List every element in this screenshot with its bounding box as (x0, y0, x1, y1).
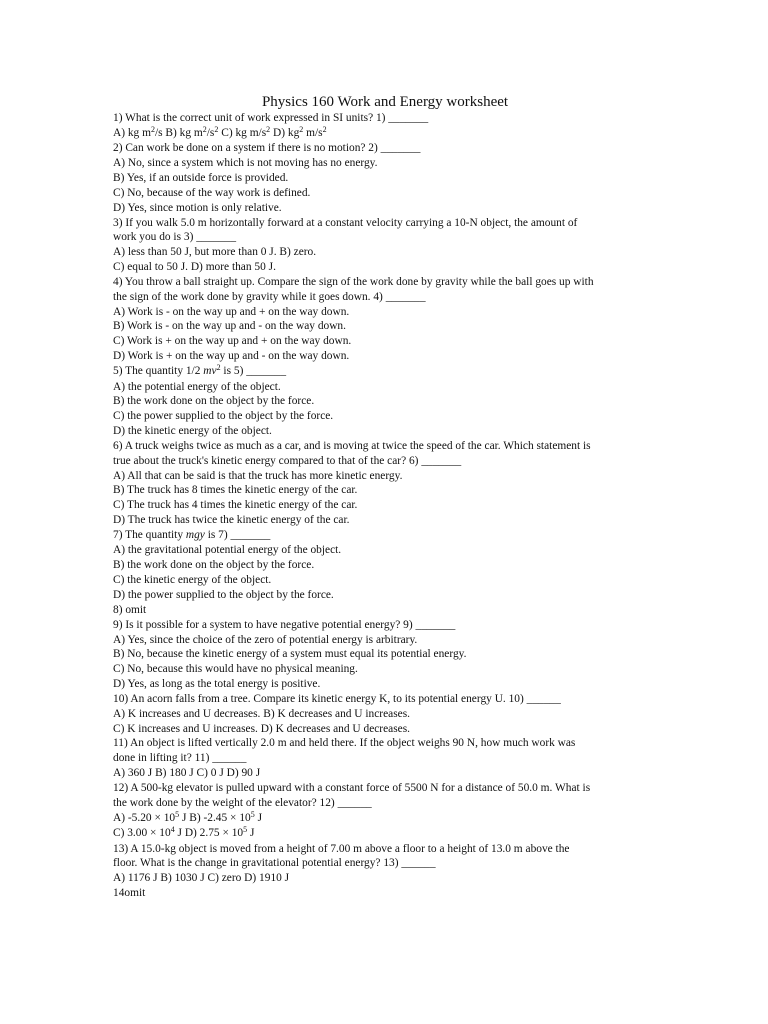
question-item (113, 111, 657, 141)
answer-option: C) equal to 50 J. D) more than 50 J. (113, 261, 276, 274)
answer-option: A) 360 J B) 180 J C) 0 J D) 90 J (113, 767, 261, 780)
exponent: 2 (214, 124, 219, 134)
answer-option: D) Work is + on the way up and - on the way down. (113, 350, 350, 363)
text-run: C) 3.00 × 10 (113, 827, 171, 840)
exponent: 2 (299, 124, 304, 134)
answer-option: C) Work is + on the way up and + on the way down. (113, 335, 352, 348)
exponent: 2 (150, 124, 155, 134)
question-item (113, 275, 657, 364)
answer-option: C) The truck has 4 times the kinetic energy of the car. (113, 499, 358, 512)
answer-option: A) Yes, since the choice of the zero of potential energy is arbitrary. (113, 633, 418, 646)
answer-option: A) No, since a system which is not moving has no energy. (113, 157, 378, 170)
question-stem: floor. What is the change in gravitational potential energy? 13) ______ (113, 857, 436, 870)
text-run: is 7) _______ (204, 528, 271, 541)
math-variable: mgy (185, 528, 205, 541)
question-stem: work you do is 3) _______ (113, 231, 237, 244)
text-run: J B) -2.45 × 10 (179, 811, 251, 824)
answer-options (113, 811, 657, 827)
answer-option: D) Yes, as long as the total energy is positive. (113, 678, 321, 691)
text-run: 5) The quantity 1/2 (113, 365, 204, 377)
question-stem: 8) omit (113, 603, 147, 616)
question-item (113, 216, 657, 275)
question-stem: true about the truck's kinetic energy compared to that of the car? 6) _______ (113, 454, 462, 467)
question-item (113, 528, 657, 603)
answer-option: A) Work is - on the way up and + on the way down. (113, 305, 350, 318)
answer-option: C) the kinetic energy of the object. (113, 574, 272, 587)
answer-option: A) All that can be said is that the truck has more kinetic energy. (113, 469, 403, 482)
question-stem: 13) A 15.0-kg object is moved from a height of 7.00 m above a floor to a height of 13.0 m above the (113, 842, 570, 855)
question-stem: 4) You throw a ball straight up. Compare the sign of the work done by gravity while the ball goes up with (113, 275, 594, 288)
question-stem: done in lifting it? 11) ______ (113, 752, 247, 765)
answer-option: D) the kinetic energy of the object. (113, 425, 272, 438)
text-run: D) kg (270, 126, 300, 139)
text-run: J (254, 811, 262, 824)
question-item (113, 603, 657, 618)
text-run: 7) The quantity (113, 528, 186, 541)
answer-option: C) the power supplied to the object by the force. (113, 410, 334, 423)
question-stem: 1) What is the correct unit of work expressed in SI units? 1) _______ (113, 112, 429, 124)
question-item (113, 618, 657, 692)
exponent: 2 (202, 124, 207, 134)
exponent: 4 (170, 825, 175, 835)
answer-option: B) No, because the kinetic energy of a system must equal its potential energy. (113, 648, 467, 661)
text-run: J D) 2.75 × 10 (174, 827, 244, 840)
text-run: /s B) kg m (154, 126, 203, 139)
question-list (113, 111, 657, 901)
answer-option: B) The truck has 8 times the kinetic energy of the car. (113, 484, 358, 497)
exponent: 2 (266, 124, 271, 134)
question-stem: the sign of the work done by gravity while it goes down. 4) _______ (113, 290, 426, 303)
answer-option: D) the power supplied to the object by the force. (113, 588, 334, 601)
question-item (113, 736, 657, 781)
math-variable: mv (203, 365, 217, 377)
question-stem (113, 528, 657, 544)
worksheet-title: Physics 160 Work and Energy worksheet (261, 94, 509, 110)
question-stem: 6) A truck weighs twice as much as a car, and is moving at twice the speed of the car. Which statement is (113, 439, 591, 452)
question-item (113, 886, 657, 901)
answer-option: A) the gravitational potential energy of the object. (113, 544, 342, 557)
question-item (113, 141, 657, 215)
question-item (113, 692, 657, 737)
exponent: 2 (322, 124, 327, 134)
exponent: 5 (243, 825, 248, 835)
question-stem (113, 364, 657, 380)
answer-option: C) K increases and U increases. D) K decreases and U decreases. (113, 722, 410, 735)
question-stem: 11) An object is lifted vertically 2.0 m and held there. If the object weighs 90 N, how much work was (113, 737, 576, 750)
question-stem: 10) An acorn falls from a tree. Compare its kinetic energy K, to its potential energy U. 10) ______ (113, 692, 561, 705)
text-run: m/s (303, 126, 323, 139)
question-stem: 12) A 500-kg elevator is pulled upward with a constant force of 5500 N for a distance of 50.0 m. What is (113, 781, 591, 794)
answer-option: B) the work done on the object by the force. (113, 395, 315, 408)
exponent: 5 (250, 809, 255, 819)
exponent: 2 (216, 363, 221, 372)
answer-option: A) the potential energy of the object. (113, 380, 281, 393)
question-stem: the work done by the weight of the elevator? 12) ______ (113, 796, 372, 809)
text-run: /s (206, 126, 215, 139)
question-item (113, 439, 657, 528)
question-item (113, 842, 657, 887)
text-run: A) kg m (113, 126, 151, 139)
answer-option: D) Yes, since motion is only relative. (113, 201, 282, 214)
answer-option: B) Yes, if an outside force is provided. (113, 172, 289, 185)
answer-option: D) The truck has twice the kinetic energy of the car. (113, 514, 350, 527)
text-run: C) kg m/s (218, 126, 267, 139)
question-stem: 3) If you walk 5.0 m horizontally forward at a constant velocity carrying a 10-N object, the amount of (113, 216, 578, 229)
answer-options (113, 826, 657, 842)
question-stem: 14omit (113, 887, 146, 900)
answer-option: B) Work is - on the way up and - on the way down. (113, 320, 346, 333)
text-run: is 5) _______ (220, 365, 287, 377)
answer-option: C) No, because of the way work is defined. (113, 186, 311, 199)
question-stem: 9) Is it possible for a system to have negative potential energy? 9) _______ (113, 618, 456, 631)
exponent: 5 (175, 809, 180, 819)
answer-option: C) No, because this would have no physical meaning. (113, 663, 358, 676)
answer-options (113, 126, 657, 142)
text-run: J (247, 827, 255, 840)
text-run: A) -5.20 × 10 (113, 811, 176, 824)
question-item (113, 781, 657, 842)
answer-option: A) less than 50 J, but more than 0 J. B) zero. (113, 246, 317, 259)
answer-option: A) K increases and U decreases. B) K decreases and U increases. (113, 707, 410, 720)
question-stem: 2) Can work be done on a system if there is no motion? 2) _______ (113, 142, 421, 155)
question-item (113, 364, 657, 439)
answer-option: B) the work done on the object by the force. (113, 559, 315, 572)
answer-option: A) 1176 J B) 1030 J C) zero D) 1910 J (113, 872, 290, 885)
